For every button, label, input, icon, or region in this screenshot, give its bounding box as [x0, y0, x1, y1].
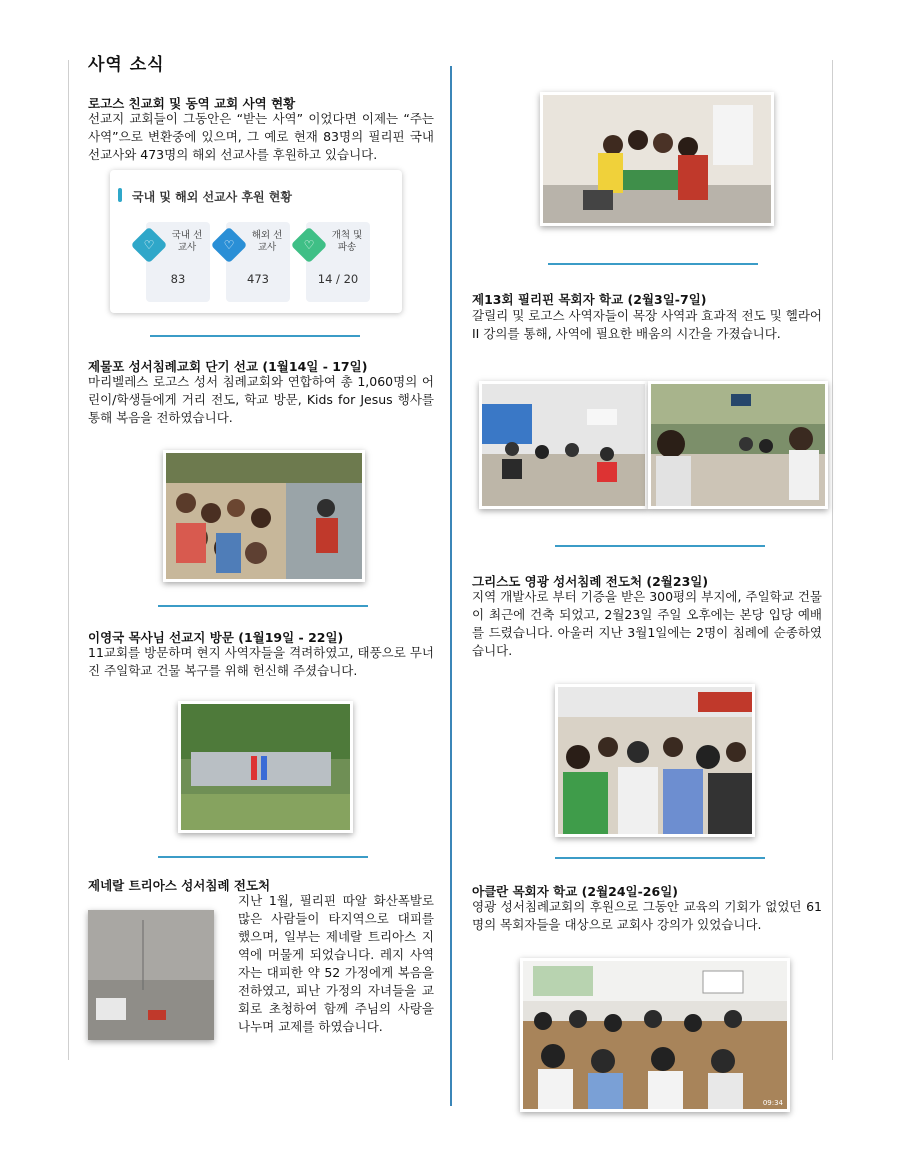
- photo-timestamp: 09:34: [762, 1099, 783, 1107]
- section-separator: [158, 856, 368, 858]
- card-title: 국내 및 해외 선교사 후원 현황: [132, 190, 292, 204]
- stat-label: 국내 선교사: [171, 230, 203, 253]
- column-divider: [450, 66, 452, 1106]
- section-separator: [555, 857, 765, 859]
- jemulpo-heading: 제물포 성서침례교회 단기 선교 (1월14일 - 17일): [88, 359, 368, 374]
- section-separator: [150, 335, 360, 337]
- team-fellowship-photo: [540, 92, 774, 226]
- stat-value: 83: [170, 272, 186, 286]
- logos-heading: 로고스 친교회 및 동역 교회 사역 현황: [88, 96, 296, 111]
- typhoon-damage-photo: [178, 701, 353, 833]
- section-separator: [548, 263, 758, 265]
- christ-glory-body: 지역 개발사로 부터 기증을 받은 300평의 부지에, 주일학교 건물이 최근에 건축 되었고, 2월23일 주일 오후에는 본당 입당 예배를 드렸습니다. 아울러 지난 3월1일에는 2명이 침례에 순종하였습니다.: [472, 589, 822, 658]
- left-margin-line: [68, 60, 69, 1060]
- aklan-body: 영광 성서침례교회의 후원으로 그동안 교육의 기회가 없었던 61명의 목회자들을 대상으로 교회사 강의가 있었습니다.: [472, 899, 822, 932]
- christ-glory-heading: 그리스도 영광 성서침례 전도처 (2월23일): [472, 574, 709, 589]
- dedication-service-photo: [555, 684, 755, 837]
- right-margin-line: [832, 60, 833, 1060]
- pastor-lecture-photo: [520, 958, 790, 1112]
- generaltrias-body: 지난 1월, 필리핀 따알 화산폭발로 많은 사람들이 타지역으로 대피를 했으며, 일부는 제네랄 트리아스 지역에 머물게 되었습니다. 레지 사역자는 대피한 약 52 가정에게 복음을 전하였고, 피난 가정의 자녀들을 교회로 초청하여 함께 주님의 사랑을 나누며 교제를 하였습니다.: [238, 893, 434, 1034]
- stat-value: 14 / 20: [317, 272, 359, 286]
- pastor-school-heading: 제13회 필리핀 목회자 학교 (2월3일-7일): [472, 292, 707, 307]
- visit-heading: 이영국 목사님 선교지 방문 (1월19일 - 22일): [88, 630, 344, 645]
- stat-label: 해외 선교사: [251, 230, 283, 253]
- logos-body: 선교지 교회들이 그동안은 “받는 사역” 이었다면 이제는 “주는 사역”으로 변환중에 있으며, 그 예로 현재 83명의 필리핀 국내 선교사와 473명의 해외 선교사를 후원하고 있습니다.: [88, 111, 434, 162]
- hand-heart-icon: ♡: [291, 227, 328, 264]
- aklan-heading: 아클란 목회자 학교 (2월24일-26일): [472, 884, 678, 899]
- children-outreach-photo: [163, 450, 365, 582]
- hand-heart-icon: ♡: [131, 227, 168, 264]
- stat-planting-sending: [303, 222, 370, 302]
- hand-heart-icon: ♡: [211, 227, 248, 264]
- stat-overseas-missionaries: [223, 222, 290, 302]
- stat-label: 개척 및 파송: [331, 230, 363, 253]
- volcano-ashfall-photo: [88, 910, 214, 1040]
- visit-body: 11교회를 방문하며 현지 사역자들을 격려하였고, 태풍으로 무너진 주일학교 건물 복구를 위해 헌신해 주셨습니다.: [88, 645, 434, 678]
- section-separator: [555, 545, 765, 547]
- section-separator: [158, 605, 368, 607]
- stat-domestic-missionaries: [143, 222, 210, 302]
- generaltrias-heading: 제네랄 트리아스 성서침례 전도처: [88, 878, 271, 893]
- stat-value: 473: [247, 272, 269, 286]
- jemulpo-body: 마리벨레스 로고스 성서 침례교회와 연합하여 총 1,060명의 어린이/학생들에게 거리 전도, 학교 방문, Kids for Jesus 행사를 통해 복음을 전하였습니다.: [88, 374, 434, 425]
- classroom-photo-1: [479, 381, 648, 509]
- missionary-support-card: [110, 170, 402, 313]
- classroom-photo-2: [648, 381, 828, 509]
- pastor-school-body: 갈릴리 및 로고스 사역자들이 목장 사역과 효과적 전도 및 헬라어 II 강의를 통해, 사역에 필요한 배움의 시간을 가졌습니다.: [472, 308, 822, 341]
- card-accent-bar: [118, 188, 122, 202]
- page-title: 사역 소식: [88, 55, 165, 75]
